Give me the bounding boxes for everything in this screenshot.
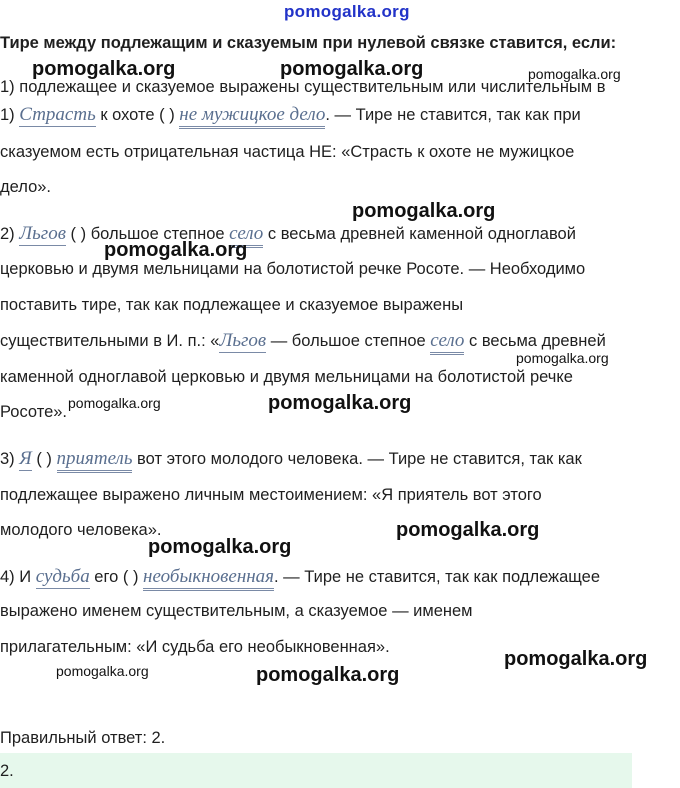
watermark: pomogalka.org bbox=[516, 350, 609, 366]
answer-box bbox=[0, 753, 632, 788]
item-4-line-3: прилагательным: «И судьба его необыкновенная». bbox=[0, 638, 390, 656]
item-3-line-2: подлежащее выражено личным местоимением: «Я приятель вот этого bbox=[0, 486, 542, 504]
subject-word: судьба bbox=[35, 566, 90, 587]
item-3-line-3: молодого человека». bbox=[0, 521, 162, 539]
item-2-line-6: Росоте». bbox=[0, 403, 68, 421]
condition-line: 1) подлежащее и сказуемое выражены существительным или числительным в bbox=[0, 78, 606, 96]
subject-word: Льгов bbox=[219, 330, 267, 351]
predicate-word: село bbox=[229, 223, 263, 248]
predicate-word: село bbox=[430, 330, 464, 355]
watermark: pomogalka.org bbox=[256, 664, 400, 686]
watermark: pomogalka.org bbox=[68, 395, 161, 411]
correct-answer-label: Правильный ответ: 2. bbox=[0, 729, 166, 747]
answer-value: 2. bbox=[0, 762, 14, 780]
predicate-word: необыкновенная bbox=[143, 566, 274, 591]
predicate-word: не мужицкое дело bbox=[179, 104, 325, 129]
watermark: pomogalka.org bbox=[268, 392, 412, 414]
watermark: pomogalka.org bbox=[352, 200, 496, 222]
item-2-line-4: существительными в И. п.: «Льгов — большое степное село с весьма древней bbox=[0, 330, 606, 352]
watermark: pomogalka.org bbox=[280, 58, 424, 80]
item-2-line-5: каменной одноглавой церковью и двумя мельницами на болотистой речке bbox=[0, 368, 573, 386]
item-4-line-2: выражено именем существительным, а сказуемое — именем bbox=[0, 602, 473, 620]
item-1-line-1: 1) Страсть к охоте ( ) не мужицкое дело. — Тире не ставится, так как при bbox=[0, 104, 581, 126]
watermark: pomogalka.org bbox=[396, 519, 540, 541]
item-3-line-1: 3) Я ( ) приятель вот этого молодого человека. — Тире не ставится, так как bbox=[0, 448, 582, 470]
watermark: pomogalka.org bbox=[528, 66, 621, 82]
subject-word: Льгов bbox=[19, 223, 66, 244]
task-heading: Тире между подлежащим и сказуемым при нулевой связке ставится, если: bbox=[0, 34, 617, 52]
site-logo[interactable]: pomogalka.org bbox=[284, 2, 410, 21]
item-1-line-2: сказуемом есть отрицательная частица НЕ: «Страсть к охоте не мужицкое bbox=[0, 143, 575, 161]
watermark: pomogalka.org bbox=[56, 663, 149, 679]
watermark: pomogalka.org bbox=[148, 536, 292, 558]
subject-word: Я bbox=[19, 448, 32, 469]
item-4-line-1: 4) И судьба его ( ) необыкновенная. — Тире не ставится, так как подлежащее bbox=[0, 566, 600, 588]
item-2-line-2: церковью и двумя мельницами на болотистой речке Росоте. — Необходимо bbox=[0, 260, 586, 278]
watermark: pomogalka.org bbox=[32, 58, 176, 80]
item-2-line-3: поставить тире, так как подлежащее и сказуемое выражены bbox=[0, 296, 464, 314]
predicate-word: приятель bbox=[57, 448, 133, 473]
item-2-line-1: 2) Льгов ( ) большое степное село с весьма древней каменной одноглавой bbox=[0, 223, 576, 245]
watermark: pomogalka.org bbox=[104, 239, 248, 261]
watermark: pomogalka.org bbox=[504, 648, 648, 670]
item-1-line-3: дело». bbox=[0, 178, 52, 196]
subject-word: Страсть bbox=[19, 104, 96, 125]
